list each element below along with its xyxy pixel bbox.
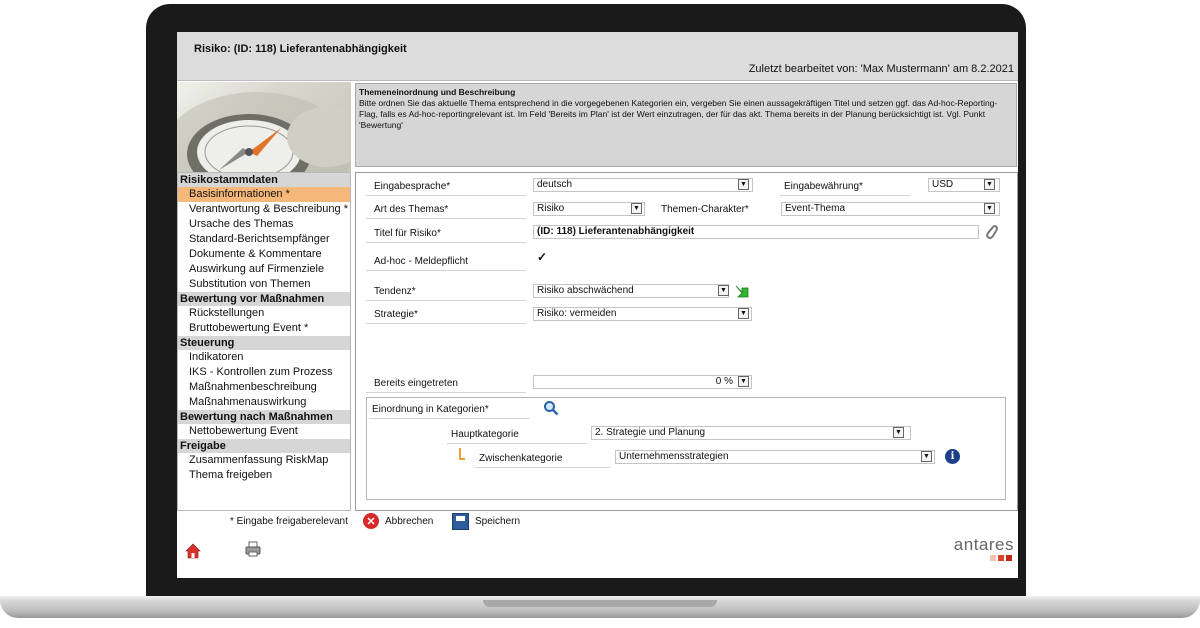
last-edited-user: Max Mustermann (862, 63, 948, 75)
antares-logo: antares (953, 535, 1014, 554)
row-divider (475, 467, 610, 468)
chevron-down-icon[interactable]: ▼ (738, 376, 749, 387)
print-icon[interactable] (245, 541, 261, 557)
sidebar-item-zusammenfassung[interactable]: Zusammenfassung RiskMap (189, 454, 329, 466)
description-text: Bitte ordnen Sie das aktuelle Thema entsprechend in die vorgegebenen Kategorien ein, vergeben Sie einen aussagekräftigen Titel und setzen ggf. das Ad-hoc-Reporting-Flag, falls es Ad-hoc-reportingrelevant ist. Im Feld 'Bereits im Plan' ist der Wert einzutragen, der für das akt. Thema bereits in der Planung berücksichtigt ist. Vgl. Punkt 'Bewertung' (359, 98, 998, 130)
basis-info-form (355, 172, 1018, 511)
title-bar (177, 32, 1018, 81)
cancel-button[interactable] (363, 511, 433, 531)
save-label: Speichern (475, 515, 521, 527)
sidebar-item-basisinformationen[interactable]: Basisinformationen * (178, 187, 350, 202)
info-icon[interactable]: i (945, 449, 960, 464)
topic-type-label: Art des Themas* (374, 204, 449, 215)
row-divider (366, 300, 526, 301)
required-note: * Eingabe freigaberelevant (230, 516, 348, 527)
sidebar-item-substitution[interactable]: Substitution von Themen (189, 278, 311, 290)
app-screen (177, 32, 1018, 578)
input-currency-label: Eingabewährung* (784, 181, 863, 192)
chevron-down-icon[interactable]: ▼ (921, 451, 932, 462)
sidebar-item-indikatoren[interactable]: Indikatoren (189, 351, 244, 363)
sidebar-item-rueckstellungen[interactable]: Rückstellungen (189, 307, 265, 319)
sidebar-item-nettobewertung[interactable]: Nettobewertung Event (189, 425, 298, 437)
sidebar-item-berichtsempfaenger[interactable]: Standard-Berichtsempfänger (189, 233, 330, 245)
topic-character-select[interactable]: Event-Thema (781, 202, 1000, 216)
sidebar (177, 172, 351, 511)
row-divider (780, 195, 910, 196)
chevron-down-icon[interactable]: ▼ (738, 179, 749, 190)
categories-label: Einordnung in Kategorien* (372, 404, 489, 415)
cancel-label: Abbrechen (385, 515, 434, 527)
row-divider (366, 270, 526, 271)
row-divider (366, 323, 526, 324)
topic-character-label: Themen-Charakter* (661, 204, 749, 215)
search-icon[interactable] (543, 400, 559, 416)
last-edited-info (749, 63, 1014, 75)
input-language-select[interactable]: deutsch (533, 178, 753, 192)
chevron-down-icon[interactable]: ▼ (984, 179, 995, 190)
laptop-notch (483, 600, 717, 607)
row-divider (366, 242, 526, 243)
sidebar-item-massnahmenbeschreibung[interactable]: Maßnahmenbeschreibung (189, 381, 317, 393)
sidebar-item-verantwortung[interactable]: Verantwortung & Beschreibung * (189, 203, 348, 215)
sidebar-section-bewertung-vor: Bewertung vor Maßnahmen (178, 292, 350, 306)
page-title: Risiko: (ID: 118) Lieferantenabhängigkeit (194, 43, 407, 55)
categories-box (366, 397, 1006, 500)
chevron-down-icon[interactable]: ▼ (738, 308, 749, 319)
sidebar-section-bewertung-nach: Bewertung nach Maßnahmen (178, 410, 350, 424)
main-category-label: Hauptkategorie (451, 429, 519, 440)
chevron-down-icon[interactable]: ▼ (631, 203, 642, 214)
sidebar-item-iks-kontrollen[interactable]: IKS - Kontrollen zum Prozess (189, 366, 333, 378)
compass-graphic (177, 82, 351, 172)
sidebar-section-steuerung: Steuerung (178, 336, 350, 350)
sub-category-select[interactable]: Unternehmensstrategien (615, 450, 935, 464)
logo-squares (990, 555, 1012, 561)
sidebar-item-auswirkung[interactable]: Auswirkung auf Firmenziele (189, 263, 325, 275)
sidebar-section-risikostammdaten: Risikostammdaten (178, 173, 350, 187)
sidebar-item-massnahmenauswirkung[interactable]: Maßnahmenauswirkung (189, 396, 307, 408)
row-divider (366, 218, 526, 219)
main-category-select[interactable]: 2. Strategie und Planung (591, 426, 911, 440)
input-language-label: Eingabesprache* (374, 181, 451, 192)
sidebar-item-bruttobewertung[interactable]: Bruttobewertung Event * (189, 322, 309, 334)
tree-connector (459, 448, 465, 460)
title-label: Titel für Risiko* (374, 228, 441, 239)
logo-square (998, 555, 1004, 561)
logo-square (990, 555, 996, 561)
sidebar-item-ursache[interactable]: Ursache des Themas (189, 218, 294, 230)
compass-image (177, 82, 351, 172)
trend-select[interactable]: Risiko abschwächend (533, 284, 729, 298)
last-edited-prefix: Zuletzt bearbeitet von: ' (748, 63, 863, 75)
occurred-select[interactable]: 0 % (533, 375, 752, 389)
row-divider (366, 392, 526, 393)
occurred-label: Bereits eingetreten (374, 378, 458, 389)
chevron-down-icon[interactable]: ▼ (984, 203, 995, 214)
adhoc-label: Ad-hoc - Meldepflicht (374, 256, 468, 267)
home-icon[interactable] (185, 543, 201, 559)
description-panel (355, 83, 1017, 167)
save-icon (452, 513, 469, 530)
row-divider (366, 195, 526, 196)
cancel-icon: ✕ (363, 513, 379, 529)
title-input[interactable]: (ID: 118) Lieferantenabhängigkeit (533, 225, 979, 239)
input-currency-select[interactable]: USD (928, 178, 1000, 192)
chevron-down-icon[interactable]: ▼ (893, 427, 904, 438)
sidebar-section-freigabe: Freigabe (178, 439, 350, 453)
attachment-icon[interactable] (984, 224, 998, 240)
trend-arrow-icon (734, 283, 750, 299)
save-button[interactable] (452, 511, 520, 531)
chevron-down-icon[interactable]: ▼ (718, 285, 729, 296)
sidebar-item-thema-freigeben[interactable]: Thema freigeben (189, 469, 273, 481)
row-divider (447, 443, 587, 444)
sub-category-label: Zwischenkategorie (479, 453, 563, 464)
row-divider (369, 418, 529, 419)
strategy-label: Strategie* (374, 309, 418, 320)
sidebar-item-dokumente[interactable]: Dokumente & Kommentare (189, 248, 322, 260)
logo-square (1006, 555, 1012, 561)
last-edited-suffix: ' am 8.2.2021 (947, 63, 1014, 75)
adhoc-checkbox[interactable]: ✓ (537, 250, 548, 264)
strategy-select[interactable]: Risiko: vermeiden (533, 307, 752, 321)
description-title: Themeneinordnung und Beschreibung (359, 87, 516, 97)
topic-type-select[interactable]: Risiko (533, 202, 645, 216)
trend-label: Tendenz* (374, 286, 416, 297)
